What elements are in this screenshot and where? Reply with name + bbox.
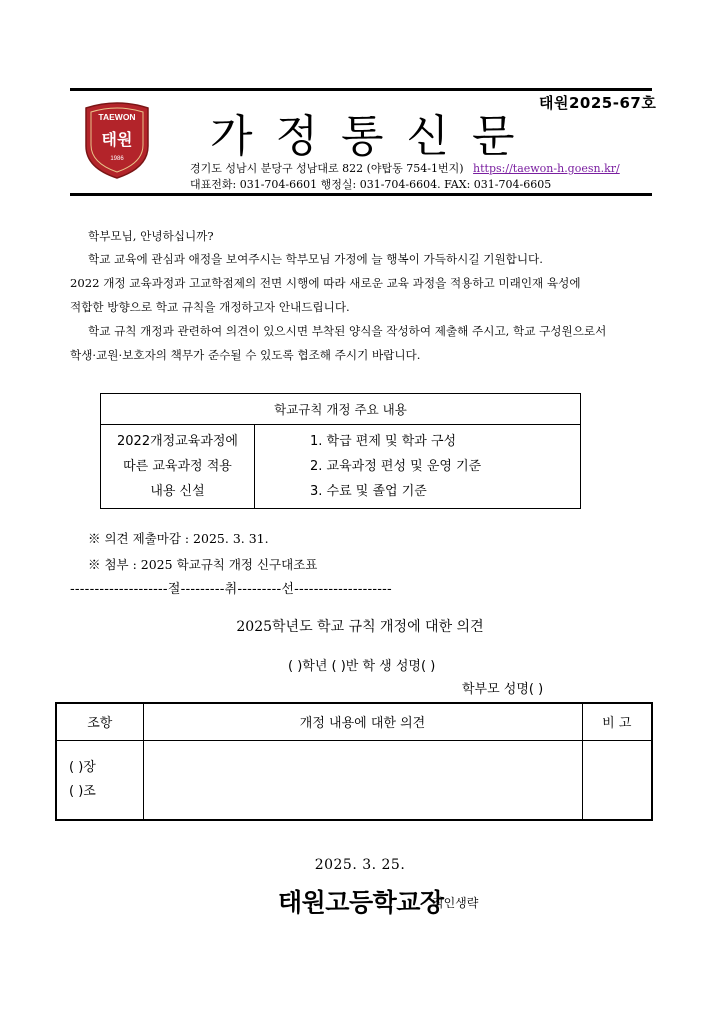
summary-category: [101, 425, 255, 509]
page-title: 가정통신문: [210, 111, 538, 162]
chapter-field[interactable]: ( )장: [69, 759, 96, 775]
school-logo: [82, 98, 152, 180]
summary-item: 2. 교육과정 편성 및 운영 기준: [310, 459, 482, 474]
form-title: 2025학년도 학교 규칙 개정에 대한 의견: [236, 619, 484, 635]
summary-table: [100, 393, 581, 509]
issue-date: 2025. 3. 25.: [314, 857, 406, 873]
school-url-link[interactable]: https://taewon-h.goesn.kr/: [473, 162, 620, 175]
seal-omitted-note: 직인생략: [432, 896, 479, 910]
summary-category-line: 내용 신설: [150, 484, 205, 499]
school-address: 경기도 성남시 분당구 성남대로 822 (야탑동 754-1번지): [190, 162, 464, 175]
summary-item: 1. 학급 편제 및 학과 구성: [310, 434, 457, 449]
cut-line: --------------------절---------취---------선--------------------: [70, 582, 392, 597]
parent-name-row[interactable]: 학부모 성명( ): [462, 682, 544, 697]
opinion-field[interactable]: [143, 740, 582, 820]
logo-text-mid: 태원: [101, 130, 133, 149]
summary-items: [255, 425, 581, 509]
issue-number: 태원2025-67호: [539, 94, 657, 112]
principal-signature: 태원고등학교장: [278, 888, 444, 917]
col-header-opinion: 개정 내용에 대한 의견: [143, 703, 582, 740]
deadline-note: ※ 의견 제출마감 : 2025. 3. 31.: [88, 531, 269, 546]
summary-category-line: 2022개정교육과정에: [117, 434, 238, 449]
paragraph-2-line-1: 2022 개정 교육과정과 고교학점제의 전면 시행에 따라 새로운 교육 과정을 적용하고 미래인재 육성에: [70, 276, 581, 290]
greeting: 학부모님, 안녕하십니까?: [88, 229, 214, 243]
logo-text-year: 1986: [110, 156, 124, 162]
paragraph-3-line-1: 학교 규칙 개정과 관련하여 의견이 있으시면 부착된 양식을 작성하여 제출해 주시고, 학교 구성원으로서: [88, 324, 607, 338]
paragraph-3-line-2: 학생·교원·보호자의 책무가 준수될 수 있도록 협조해 주시기 바랍니다.: [70, 348, 421, 362]
summary-item: 3. 수료 및 졸업 기준: [310, 484, 427, 499]
school-address-line: [190, 160, 620, 176]
col-header-remarks: 비 고: [582, 703, 652, 740]
opinion-table: [55, 702, 653, 821]
article-field[interactable]: ( )조: [69, 783, 96, 799]
col-header-article: 조항: [56, 703, 143, 740]
article-cell[interactable]: [56, 740, 143, 820]
paragraph-1: 학교 교육에 관심과 애정을 보여주시는 학부모님 가정에 늘 행복이 가득하시길 기원합니다.: [88, 252, 543, 266]
summary-category-line: 따른 교육과정 적용: [123, 459, 232, 474]
summary-header: 학교규칙 개정 주요 내용: [101, 394, 581, 425]
header-top-rule: [70, 88, 652, 91]
attachment-note: ※ 첨부 : 2025 학교규칙 개정 신구대조표: [88, 557, 318, 572]
student-info-row[interactable]: ( )학년 ( )반 학 생 성명( ): [288, 659, 436, 674]
logo-text-top: TAEWON: [98, 112, 136, 122]
school-phones: 대표전화: 031-704-6601 행정실: 031-704-6604. FAX: 031-704-6605: [190, 178, 552, 191]
paragraph-2-line-2: 적합한 방향으로 학교 규칙을 개정하고자 안내드립니다.: [70, 300, 350, 314]
header-bottom-rule: [70, 193, 652, 196]
remarks-field[interactable]: [582, 740, 652, 820]
